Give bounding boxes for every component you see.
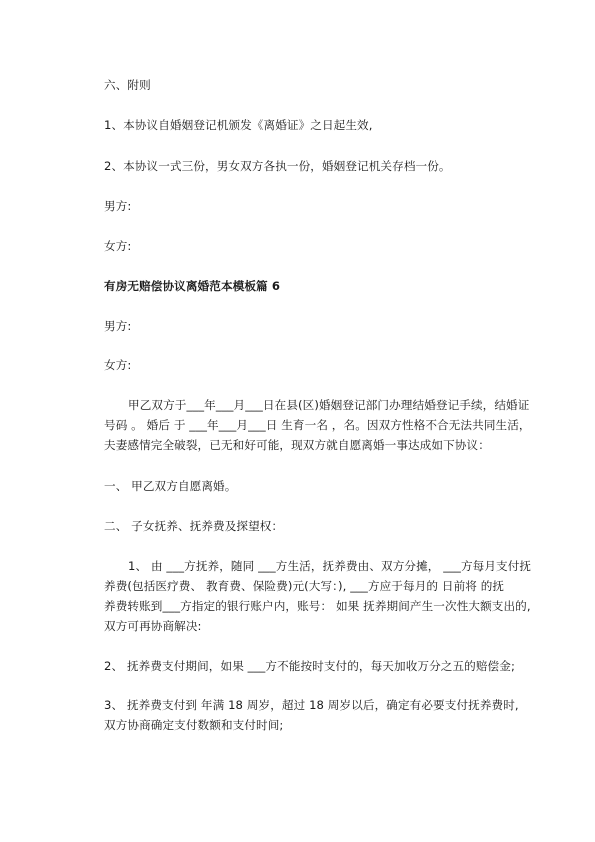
item-1: 一、 甲乙双方自愿离婚。 — [104, 479, 237, 493]
agreement-heading: 有房无赔偿协议离婚范本模板篇 6 — [104, 279, 281, 293]
intro-paragraph — [104, 395, 533, 455]
section-title-supplementary: 六、附则 — [104, 78, 151, 92]
female-party-label-2: 女方: — [104, 358, 132, 372]
clause-1: 1、本协议自婚姻登记机颁发《离婚证》之日起生效, — [104, 118, 373, 132]
sub-clause-2: 2、 抚养费支付期间，如果 ___方不能按时支付的，每天加收万分之五的赔偿金; — [104, 659, 515, 673]
male-party-label-2: 男方: — [104, 319, 132, 333]
sub-clause-line: 双方可再协商解决: — [104, 619, 202, 633]
intro-line: 号码 。 婚后 于 ___年___月___日 生育一名 ，名。因双方性格不合无法共同生活， — [104, 418, 531, 432]
sub-clause-line: 养费转账到___方指定的银行账户内，账号： 如果 抚养期间产生一次性大额支出的, — [104, 599, 531, 613]
intro-line: 夫妻感情完全破裂，已无和好可能，现双方就自愿离婚一事达成如下协议： — [104, 438, 490, 452]
female-party-label: 女方: — [104, 239, 132, 253]
sub-clause-1 — [104, 556, 533, 636]
sub-clause-line: 养费(包括医疗费、 教育费、保险费)元(大写：), ___方应于每月的 日前将 的抚 — [104, 579, 505, 593]
sub-clause-line: 3、 抚养费支付到 年满 18 周岁，超过 18 周岁以后，确定有必要支付抚养费时, — [104, 698, 519, 712]
sub-clause-3 — [104, 695, 519, 735]
clause-2: 2、本协议一式三份，男女双方各执一份，婚姻登记机关存档一份。 — [104, 159, 451, 173]
sub-clause-line: 双方协商确定支付数额和支付时间; — [104, 718, 284, 732]
intro-line: 甲乙双方于___年___月___日在县(区)婚姻登记部门办理结婚登记手续，结婚证 — [128, 398, 530, 412]
male-party-label: 男方: — [104, 199, 132, 213]
sub-clause-line: 1、 由 ___方抚养，随同 ___方生活，抚养费由、双方分摊， ___方每月支付抚 — [128, 559, 532, 573]
item-2: 二、 子女抚养、抚养费及探望权： — [104, 519, 284, 533]
